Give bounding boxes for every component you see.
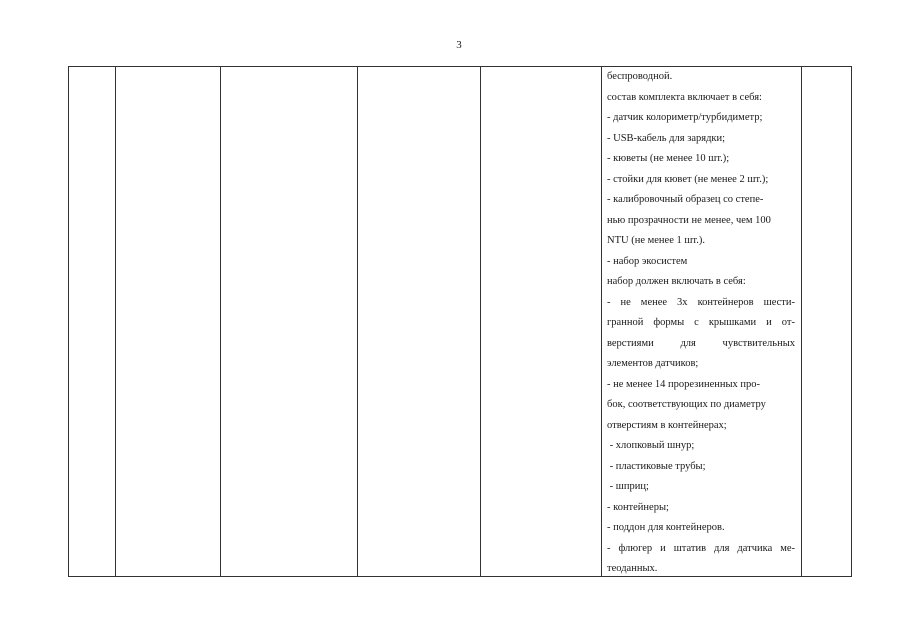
description-line: - флюгер и штатив для датчика ме-: [607, 542, 795, 554]
description-line: - поддон для контейнеров.: [607, 522, 725, 533]
column-divider: [480, 67, 481, 576]
description-line: беспроводной.: [607, 71, 673, 82]
description-line: гранной формы с крышками и от-: [607, 317, 795, 328]
description-line: NTU (не менее 1 шт.).: [607, 235, 705, 246]
description-line: нью прозрачности не менее, чем 100: [607, 214, 771, 226]
specification-table: [68, 66, 852, 577]
description-line: - кюветы (не менее 10 шт.);: [607, 153, 730, 164]
description-line: теоданных.: [607, 563, 658, 574]
description-line: - набор экосистем: [607, 255, 688, 267]
column-divider: [115, 67, 116, 576]
description-line: - контейнеры;: [607, 501, 669, 513]
column-divider: [801, 67, 802, 576]
page-number: 3: [456, 39, 462, 51]
description-line: - пластиковые трубы;: [607, 460, 706, 472]
description-line: - шприц;: [607, 481, 649, 492]
description-line: отверстиям в контейнерах;: [607, 419, 727, 431]
description-line: верстиями для чувствительных: [607, 337, 795, 349]
column-divider: [220, 67, 221, 576]
description-line: - USB-кабель для зарядки;: [607, 132, 726, 144]
description-line: - не менее 14 прорезиненных про-: [607, 378, 761, 390]
description-line: набор должен включать в себя:: [607, 276, 746, 287]
description-line: элементов датчиков;: [607, 358, 699, 369]
description-cell: [607, 67, 795, 580]
description-line: - не менее 3х контейнеров шести-: [607, 296, 795, 308]
description-line: состав комплекта включает в себя:: [607, 91, 762, 103]
column-divider: [357, 67, 358, 576]
description-line: - калибровочный образец со степе-: [607, 194, 764, 205]
description-line: - стойки для кювет (не менее 2 шт.);: [607, 173, 769, 185]
column-divider: [601, 67, 602, 576]
description-line: - датчик колориметр/турбидиметр;: [607, 112, 763, 123]
description-line: бок, соответствующих по диаметру: [607, 399, 766, 410]
description-line: - хлопковый шнур;: [607, 440, 695, 451]
